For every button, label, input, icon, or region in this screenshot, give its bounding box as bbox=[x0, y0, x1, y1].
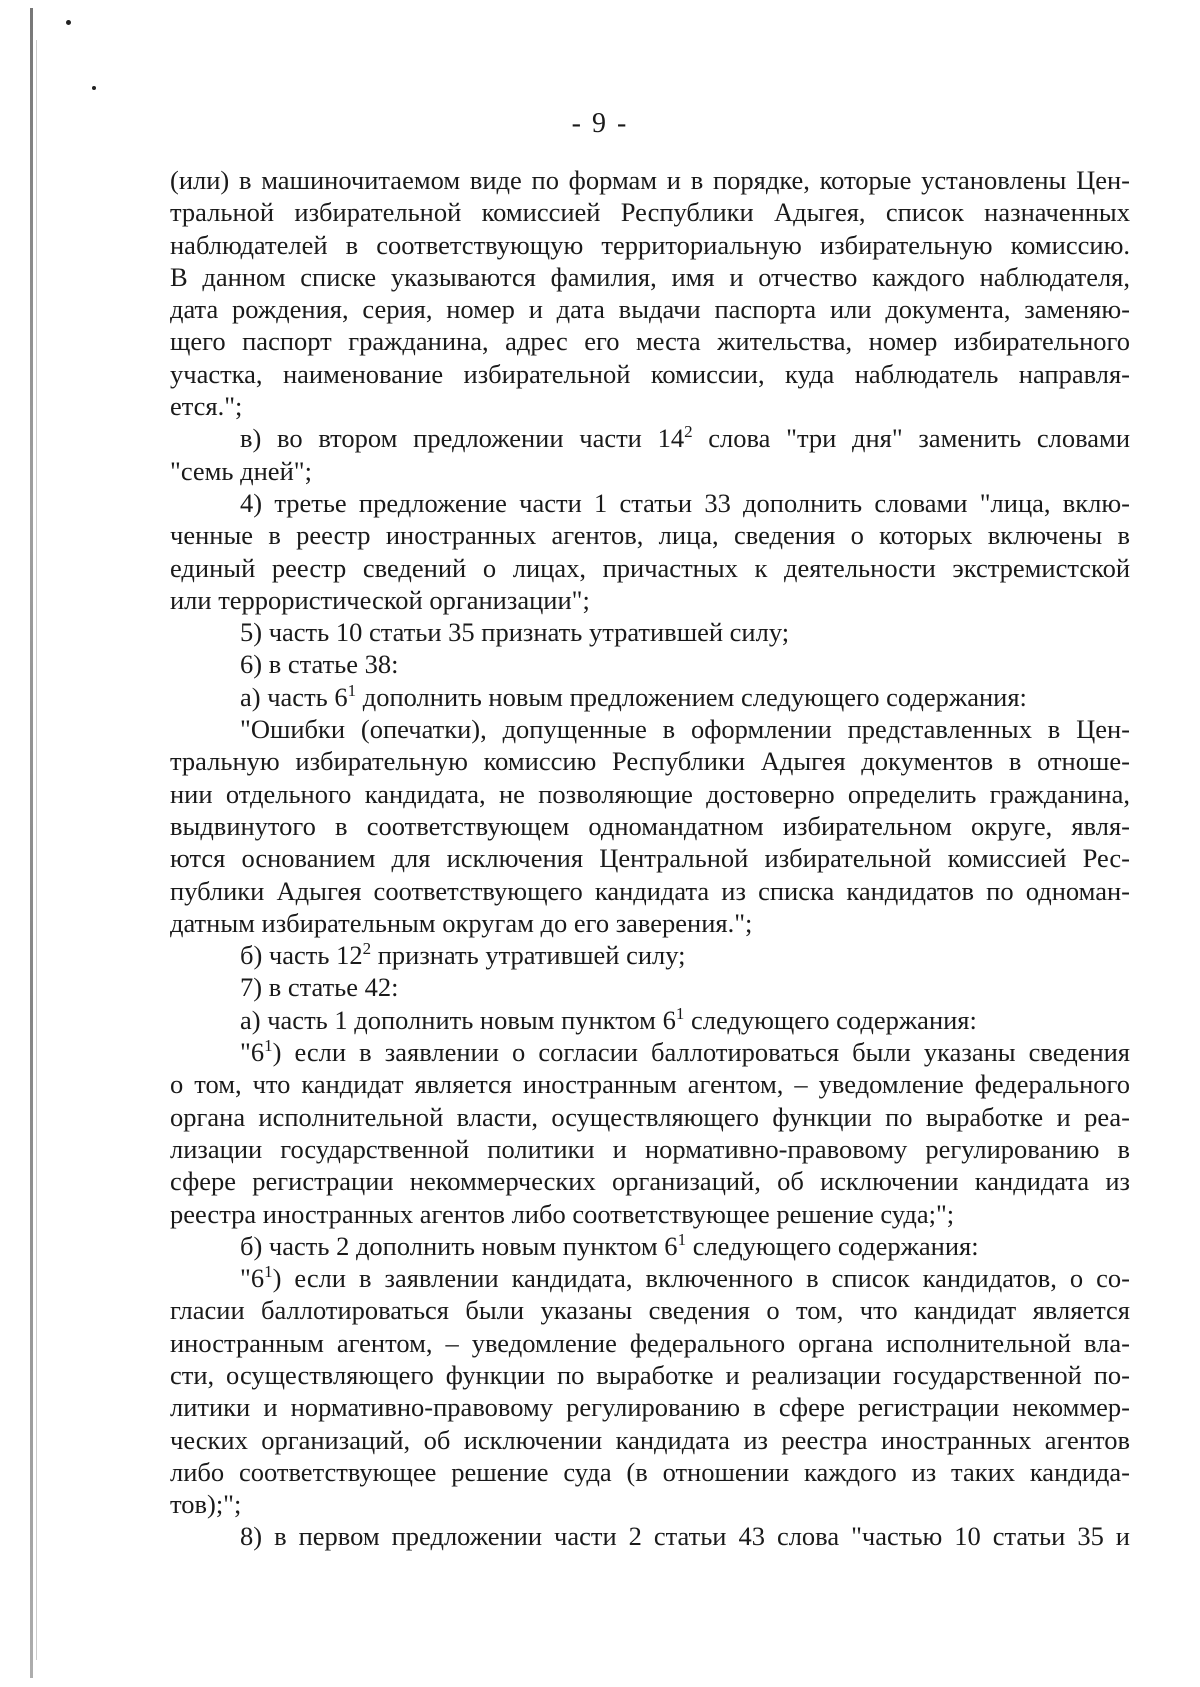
text-line-content: б) часть 12 bbox=[240, 940, 363, 971]
superscript: 2 bbox=[684, 422, 693, 442]
text-line bbox=[170, 487, 1130, 519]
superscript: 1 bbox=[677, 1229, 687, 1249]
text-line bbox=[170, 1165, 1130, 1197]
text-line bbox=[170, 390, 1130, 422]
text-line-content: органа исполнительной власти, осуществляющего функции по выработке и реа- bbox=[170, 1101, 1130, 1132]
text-line bbox=[170, 875, 1130, 907]
text-line bbox=[170, 1294, 1130, 1326]
text-line-content: ется."; bbox=[170, 391, 243, 422]
text-line-content: (или) в машиночитаемом виде по формам и в порядке, которые установлены Цен- bbox=[170, 165, 1130, 195]
text-line-content: о том, что кандидат является иностранным агентом, – уведомление федерального bbox=[170, 1069, 1130, 1100]
text-line-content: 6) в статье 38: bbox=[240, 649, 399, 680]
superscript: 1 bbox=[264, 1036, 273, 1056]
text-line-continuation: следующего содержания: bbox=[686, 1230, 979, 1261]
text-line-content: иностранным агентом, – уведомление федерального органа исполнительной вла- bbox=[170, 1327, 1130, 1358]
text-line-content: нии отдельного кандидата, не позволяющие достоверно определить гражданина, bbox=[170, 778, 1130, 809]
text-line-content: "6 bbox=[240, 1263, 265, 1294]
text-line-content: а) часть 6 bbox=[240, 681, 348, 712]
text-line bbox=[170, 1198, 1130, 1230]
text-line bbox=[170, 293, 1130, 325]
text-line-content: дата рождения, серия, номер и дата выдачи паспорта или документа, заменяю- bbox=[170, 294, 1130, 325]
text-line bbox=[170, 1488, 1130, 1520]
text-line bbox=[170, 1101, 1130, 1133]
text-line bbox=[170, 907, 1130, 939]
text-line-content: лизации государственной политики и нормативно-правовому регулированию в bbox=[170, 1133, 1130, 1164]
text-line-content: тов);"; bbox=[170, 1489, 242, 1520]
text-line bbox=[170, 164, 1130, 196]
text-line-content: 4) третье предложение части 1 статьи 33 дополнить словами "лица, вклю- bbox=[240, 487, 1130, 518]
text-line-content: выдвинутого в соответствующем одномандатном избирательном округе, явля- bbox=[170, 810, 1130, 841]
text-line-content: сфере регистрации некоммерческих организаций, об исключении кандидата из bbox=[170, 1166, 1130, 1197]
superscript: 1 bbox=[264, 1262, 273, 1282]
text-line bbox=[170, 455, 1130, 487]
text-line bbox=[170, 1456, 1130, 1488]
text-line-content: датным избирательным округам до его заверения."; bbox=[170, 907, 753, 938]
text-line bbox=[170, 1359, 1130, 1391]
text-line bbox=[170, 810, 1130, 842]
text-line-content: щего паспорт гражданина, адрес его места жительства, номер избирательного bbox=[170, 326, 1130, 357]
text-line-content: единый реестр сведений о лицах, причастных к деятельности экстремистской bbox=[170, 552, 1130, 583]
text-line bbox=[170, 229, 1130, 261]
text-line bbox=[170, 422, 1130, 454]
text-line-content: сти, осуществляющего функции по выработке и реализации государственной по- bbox=[170, 1359, 1130, 1390]
scan-edge-shadow bbox=[30, 8, 33, 1678]
text-line bbox=[170, 616, 1130, 648]
text-line bbox=[170, 325, 1130, 357]
text-line bbox=[170, 1036, 1130, 1068]
text-line-content: 7) в статье 42: bbox=[240, 972, 399, 1003]
text-line-content: В данном списке указываются фамилия, имя и отчество каждого наблюдателя, bbox=[170, 261, 1130, 292]
text-line-content: "семь дней"; bbox=[170, 455, 312, 486]
scan-speck bbox=[92, 86, 96, 90]
text-line bbox=[170, 1230, 1130, 1262]
page-number: - 9 - bbox=[571, 108, 629, 139]
text-line-content: или террористической организации"; bbox=[170, 584, 590, 615]
text-line bbox=[170, 1068, 1130, 1100]
scan-speck bbox=[66, 20, 71, 25]
text-line bbox=[170, 1262, 1130, 1294]
text-line bbox=[170, 552, 1130, 584]
text-line bbox=[170, 713, 1130, 745]
text-line-content: гласии баллотироваться были указаны сведения о том, что кандидат является bbox=[170, 1295, 1130, 1326]
text-line bbox=[170, 519, 1130, 551]
text-line-continuation: ) если в заявлении кандидата, включенного в список кандидатов, о со- bbox=[272, 1263, 1130, 1294]
text-line bbox=[170, 1133, 1130, 1165]
text-line bbox=[170, 745, 1130, 777]
text-line-content: литики и нормативно-правовому регулированию в сфере регистрации некоммер- bbox=[170, 1392, 1130, 1423]
text-line-continuation: следующего содержания: bbox=[684, 1004, 977, 1035]
text-line bbox=[170, 358, 1130, 390]
text-line-continuation: признать утратившей силу; bbox=[371, 940, 686, 971]
text-line-content: 8) в первом предложении части 2 статьи 43 слова "частью 10 статьи 35 и bbox=[240, 1521, 1130, 1552]
text-line bbox=[170, 1424, 1130, 1456]
text-line bbox=[170, 971, 1130, 1003]
superscript: 1 bbox=[675, 1003, 685, 1023]
text-line-content: ченные в реестр иностранных агентов, лица, сведения о которых включены в bbox=[170, 520, 1130, 551]
text-line bbox=[170, 1004, 1130, 1036]
text-line bbox=[170, 584, 1130, 616]
text-line-content: реестра иностранных агентов либо соответствующее решение суда;"; bbox=[170, 1198, 955, 1229]
text-line-content: ческих организаций, об исключении кандидата из реестра иностранных агентов bbox=[170, 1424, 1130, 1455]
text-line-content: публики Адыгея соответствующего кандидата из списка кандидатов по одноман- bbox=[170, 875, 1130, 906]
text-line-content: либо соответствующее решение суда (в отношении каждого из таких кандида- bbox=[170, 1456, 1130, 1487]
scan-edge-line bbox=[36, 40, 37, 1660]
superscript: 2 bbox=[362, 939, 372, 959]
text-line-content: наблюдателей в соответствующую территориальную избирательную комиссию. bbox=[170, 229, 1130, 260]
text-line-content: тральной избирательной комиссией Республики Адыгея, список назначенных bbox=[170, 197, 1130, 228]
text-line-content: "6 bbox=[240, 1037, 265, 1068]
text-line-content: "Ошибки (опечатки), допущенные в оформлении представленных в Цен- bbox=[240, 714, 1130, 745]
text-line-continuation: слова "три дня" заменить словами bbox=[692, 423, 1130, 454]
text-line bbox=[170, 1327, 1130, 1359]
text-line-content: тральную избирательную комиссию Республики Адыгея документов в отноше- bbox=[170, 746, 1130, 777]
text-line bbox=[170, 261, 1130, 293]
text-line-content: участка, наименование избирательной комиссии, куда наблюдатель направля- bbox=[170, 358, 1130, 389]
text-line-content: 5) часть 10 статьи 35 признать утратившей силу; bbox=[240, 617, 790, 648]
text-line bbox=[170, 842, 1130, 874]
text-line bbox=[170, 939, 1130, 971]
text-line-content: а) часть 1 дополнить новым пунктом 6 bbox=[240, 1004, 676, 1035]
document-body bbox=[170, 164, 1130, 1553]
text-line bbox=[170, 196, 1130, 228]
text-line-content: в) во втором предложении части 14 bbox=[240, 423, 685, 454]
text-line bbox=[170, 681, 1130, 713]
text-line bbox=[170, 648, 1130, 680]
text-line-content: б) часть 2 дополнить новым пунктом 6 bbox=[240, 1230, 678, 1261]
text-line bbox=[170, 1520, 1130, 1552]
text-line bbox=[170, 778, 1130, 810]
text-line bbox=[170, 1391, 1130, 1423]
text-line-content: ются основанием для исключения Центральной избирательной комиссией Рес- bbox=[170, 843, 1130, 874]
superscript: 1 bbox=[347, 680, 357, 700]
text-line-continuation: ) если в заявлении о согласии баллотироваться были указаны сведения bbox=[272, 1037, 1130, 1068]
text-line-continuation: дополнить новым предложением следующего содержания: bbox=[356, 681, 1027, 712]
